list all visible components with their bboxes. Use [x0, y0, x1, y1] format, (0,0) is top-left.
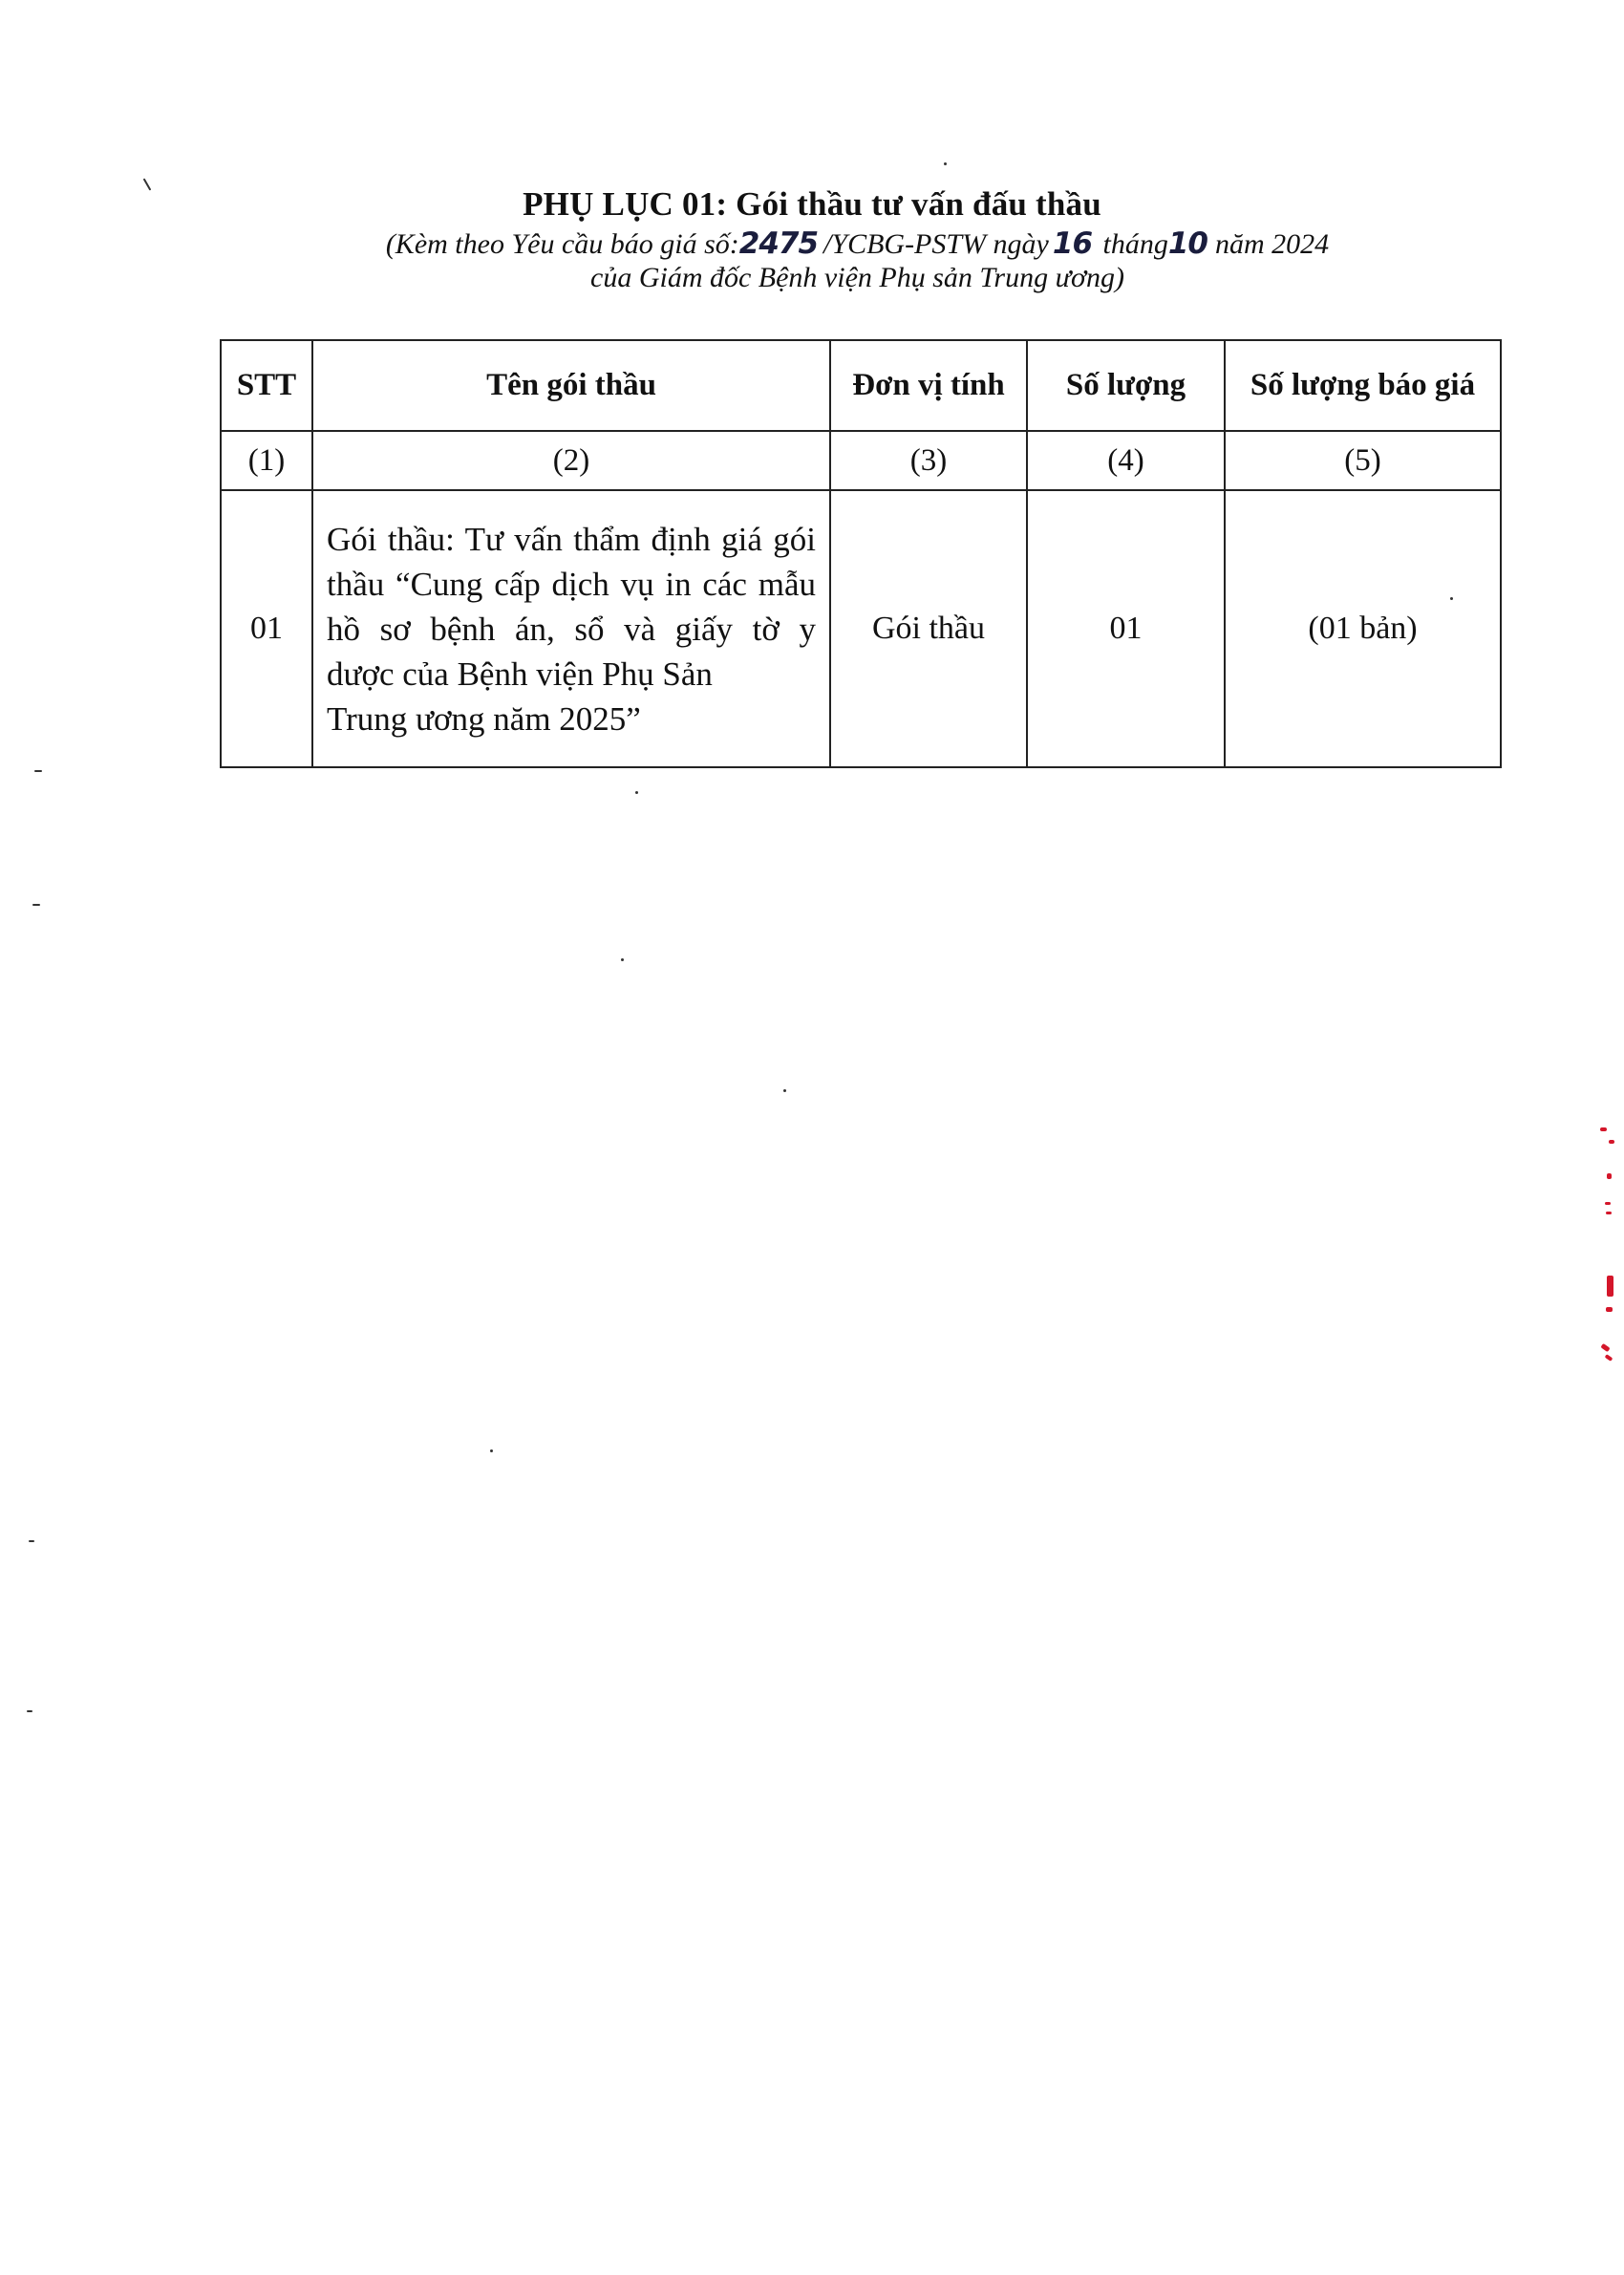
stamp-fragment [1605, 1354, 1613, 1362]
index-cell: (2) [312, 431, 830, 490]
scan-speck [944, 162, 947, 165]
stamp-fragment [1606, 1307, 1613, 1312]
stamp-fragment [1600, 1127, 1607, 1131]
year-text: năm 2024 [1215, 228, 1330, 260]
package-name-line: Trung ương năm 2025” [327, 699, 641, 738]
index-cell: (3) [830, 431, 1027, 490]
header-row [221, 340, 1501, 431]
subtitle-code: /YCBG-PSTW ngày [823, 228, 1049, 260]
index-cell: (4) [1027, 431, 1225, 490]
stt-cell: 01 [221, 490, 312, 767]
scan-speck [490, 1449, 493, 1452]
package-name-cell [312, 490, 830, 767]
scan-speck [1450, 597, 1453, 600]
stamp-fragment [1606, 1212, 1612, 1214]
stamp-fragment [1607, 1173, 1612, 1179]
stamp-fragment [1600, 1343, 1610, 1352]
subtitle-prefix: (Kèm theo Yêu cầu báo giá số: [385, 228, 739, 260]
scan-speck [32, 904, 40, 906]
scan-speck [783, 1089, 786, 1092]
package-name-line: thầu “Cung cấp dịch vụ in các mẫu [327, 565, 816, 603]
handwritten-month: 10 [1167, 226, 1207, 261]
package-name-line: Gói thầu: Tư vấn thẩm định giá gói [327, 520, 816, 558]
header-unit: Đơn vị tính [830, 340, 1027, 431]
scan-speck [621, 958, 624, 961]
handwritten-document-number: 2475 [738, 226, 819, 261]
subtitle-line-1 [0, 226, 1624, 261]
package-name-line: dược của Bệnh viện Phụ Sản [327, 655, 713, 693]
header-package-name: Tên gói thầu [312, 340, 830, 431]
index-cell: (5) [1225, 431, 1501, 490]
scan-speck [29, 1540, 34, 1542]
subtitle-line-2: của Giám đốc Bệnh viện Phụ sản Trung ương) [590, 262, 1124, 293]
stamp-fragment [1605, 1202, 1611, 1205]
package-name-line: hồ sơ bệnh án, sổ và giấy tờ y [327, 610, 816, 648]
header-stt: STT [221, 340, 312, 431]
column-index-row [221, 431, 1501, 490]
handwritten-day: 16 [1052, 226, 1093, 261]
scan-speck [635, 791, 638, 794]
stamp-fragment [1609, 1140, 1614, 1144]
month-label: tháng [1102, 228, 1168, 260]
appendix-table [220, 339, 1502, 768]
quantity-cell: 01 [1027, 490, 1225, 767]
quote-quantity-cell: (01 bản) [1225, 490, 1501, 767]
index-cell: (1) [221, 431, 312, 490]
header-quote-quantity: Số lượng báo giá [1225, 340, 1501, 431]
scan-speck [27, 1710, 32, 1712]
header-quantity: Số lượng [1027, 340, 1225, 431]
page-title: PHỤ LỤC 01: Gói thầu tư vấn đấu thầu [523, 185, 1101, 223]
scan-speck [34, 770, 42, 772]
unit-cell: Gói thầu [830, 490, 1027, 767]
table-row [221, 490, 1501, 767]
stamp-fragment [1607, 1276, 1613, 1297]
